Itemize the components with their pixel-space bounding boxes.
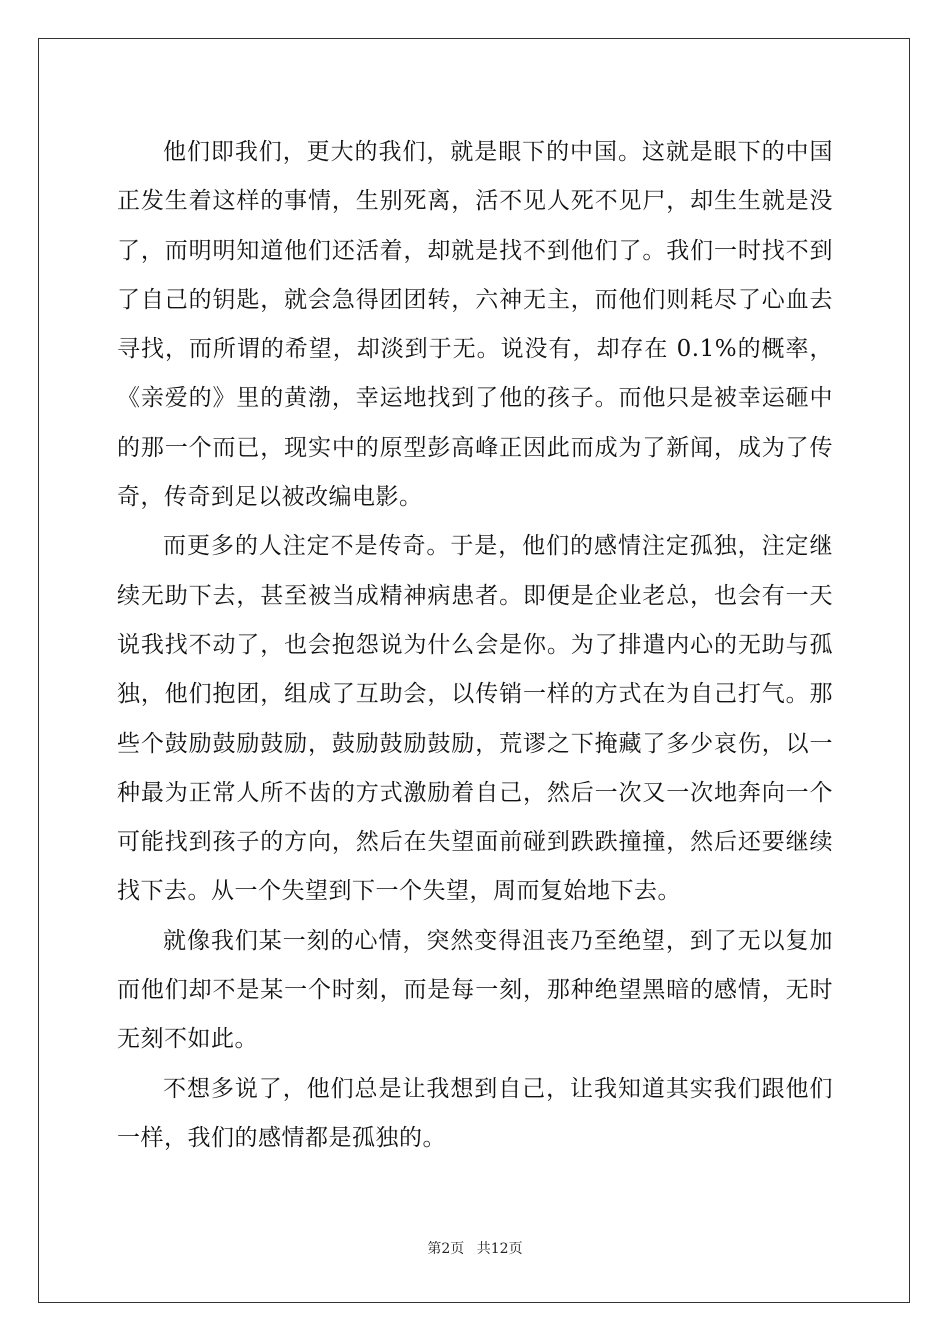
- page-footer: [0, 1238, 950, 1258]
- paragraph: 不想多说了，他们总是让我想到自己，让我知道其实我们跟他们一样，我们的感情都是孤独的。: [117, 1075, 833, 1151]
- paragraph: 而更多的人注定不是传奇。于是，他们的感情注定孤独，注定继续无助下去，甚至被当成精神病患者。即便是企业老总，也会有一天说我找不动了，也会抱怨说为什么会是你。为了排遣内心的无助与孤独，他们抱团，组成了互助会，以传销一样的方式在为自己打气。那些个鼓励鼓励鼓励，鼓励鼓励鼓励，荒谬之下掩藏了多少哀伤，以一种最为正常人所不齿的方式激励着自己，然后一次又一次地奔向一个可能找到孩子的方向，然后在失望面前碰到跌跌撞撞，然后还要继续找下去。从一个失望到下一个失望，周而复始地下去。: [117, 533, 833, 905]
- page-number: 第2页: [427, 1241, 465, 1257]
- document-body: [117, 128, 833, 1163]
- paragraph: 就像我们某一刻的心情，突然变得沮丧乃至绝望，到了无以复加而他们却不是某一个时刻，而是每一刻，那种绝望黑暗的感情，无时无刻不如此。: [117, 927, 833, 1053]
- paragraph: 他们即我们，更大的我们，就是眼下的中国。这就是眼下的中国正发生着这样的事情，生别死离，活不见人死不见尸，却生生就是没了，而明明知道他们还活着，却就是找不到他们了。我们一时找不到了自己的钥匙，就会急得团团转，六神无主，而他们则耗尽了心血去寻找，而所谓的希望，却淡到于无。说没有，却存在 0.1%的概率，《亲爱的》里的黄渤，幸运地找到了他的孩子。而他只是被幸运砸中的那一个而已，现实中的原型彭高峰正因此而成为了新闻，成为了传奇，传奇到足以被改编电影。: [117, 139, 833, 511]
- total-pages: 共12页: [476, 1241, 523, 1257]
